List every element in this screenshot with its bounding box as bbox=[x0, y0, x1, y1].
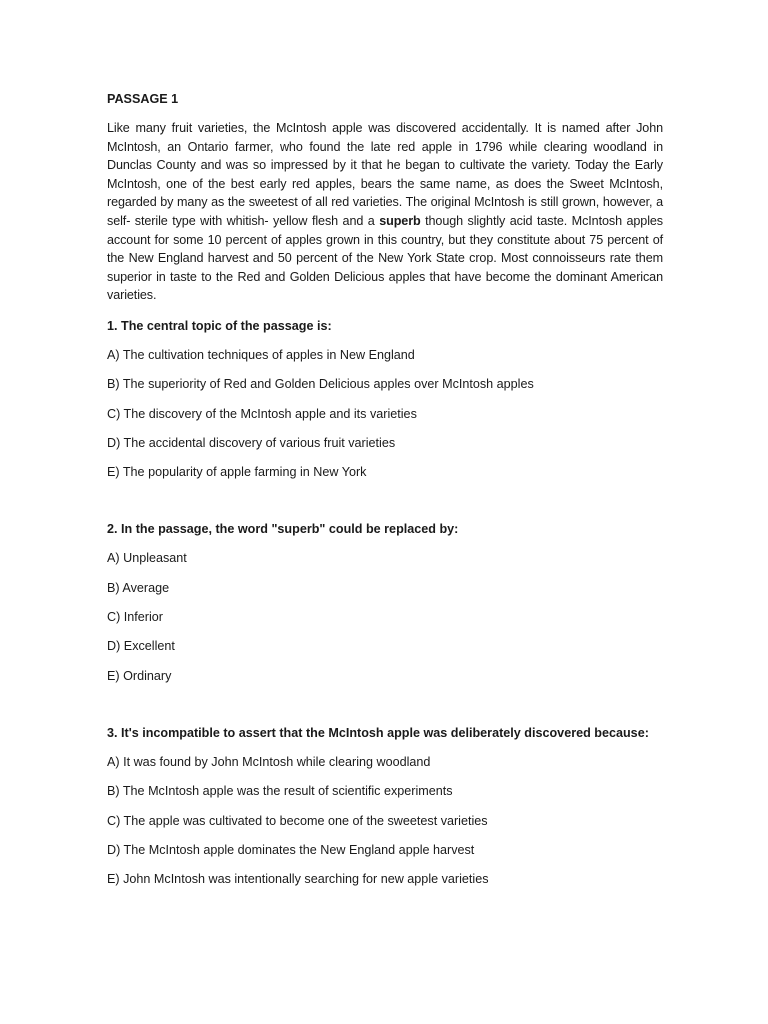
answer-option: B) The McIntosh apple was the result of scientific experiments bbox=[107, 784, 453, 799]
answer-option: D) Excellent bbox=[107, 639, 175, 654]
passage-text-after: though slightly acid taste. McIntosh apples account for some 10 percent of apples grown in this country, but they constitute about 75 percent of the New England harvest and 50 percent of the New York State crop. Most connoisseurs rate them superior in taste to the Red and Golden Delicious apples that have become the dominant American varieties. bbox=[107, 213, 663, 303]
spacer bbox=[107, 696, 663, 724]
answer-option: C) The apple was cultivated to become one of the sweetest varieties bbox=[107, 813, 488, 828]
answer-option: D) The McIntosh apple dominates the New England apple harvest bbox=[107, 842, 475, 857]
passage-text-before: Like many fruit varieties, the McIntosh apple was discovered accidentally. It is named after John McIntosh, an Ontario farmer, who found the late red apple in 1796 while clearing woodland in Dunclas County and was so impressed by it that he began to cultivate the variety. Today the Early McIntosh, one of the best early red apples, bears the same name, as does the Sweet McIntosh, regarded by many as the sweetest of all red varieties. The original McIntosh is still grown, however, a self- sterile type with whitish- yellow flesh and a bbox=[107, 121, 663, 228]
question-1 bbox=[107, 317, 663, 481]
answer-option: A) The cultivation techniques of apples in New England bbox=[107, 347, 415, 362]
answer-option: C) The discovery of the McIntosh apple and its varieties bbox=[107, 406, 417, 421]
answer-option: C) Inferior bbox=[107, 610, 163, 625]
question-3 bbox=[107, 724, 663, 888]
answer-option: B) The superiority of Red and Golden Delicious apples over McIntosh apples bbox=[107, 377, 534, 392]
question-2 bbox=[107, 520, 663, 684]
question-stem: 1. The central topic of the passage is: bbox=[107, 318, 332, 333]
question-stem: 2. In the passage, the word "superb" could be replaced by: bbox=[107, 522, 459, 537]
passage-title: PASSAGE 1 bbox=[107, 92, 179, 106]
answer-option: E) The popularity of apple farming in New York bbox=[107, 465, 367, 480]
spacer bbox=[107, 492, 663, 520]
answer-option: E) Ordinary bbox=[107, 668, 172, 683]
answer-option: A) It was found by John McIntosh while clearing woodland bbox=[107, 754, 431, 769]
answer-option: A) Unpleasant bbox=[107, 551, 187, 566]
answer-option: D) The accidental discovery of various fruit varieties bbox=[107, 435, 396, 450]
question-stem: 3. It's incompatible to assert that the McIntosh apple was deliberately discovered because: bbox=[107, 725, 649, 740]
passage-body bbox=[107, 119, 663, 305]
passage-bold-word: superb bbox=[379, 213, 421, 228]
answer-option: B) Average bbox=[107, 580, 170, 595]
document-page bbox=[107, 90, 663, 899]
answer-option: E) John McIntosh was intentionally searching for new apple varieties bbox=[107, 872, 489, 887]
